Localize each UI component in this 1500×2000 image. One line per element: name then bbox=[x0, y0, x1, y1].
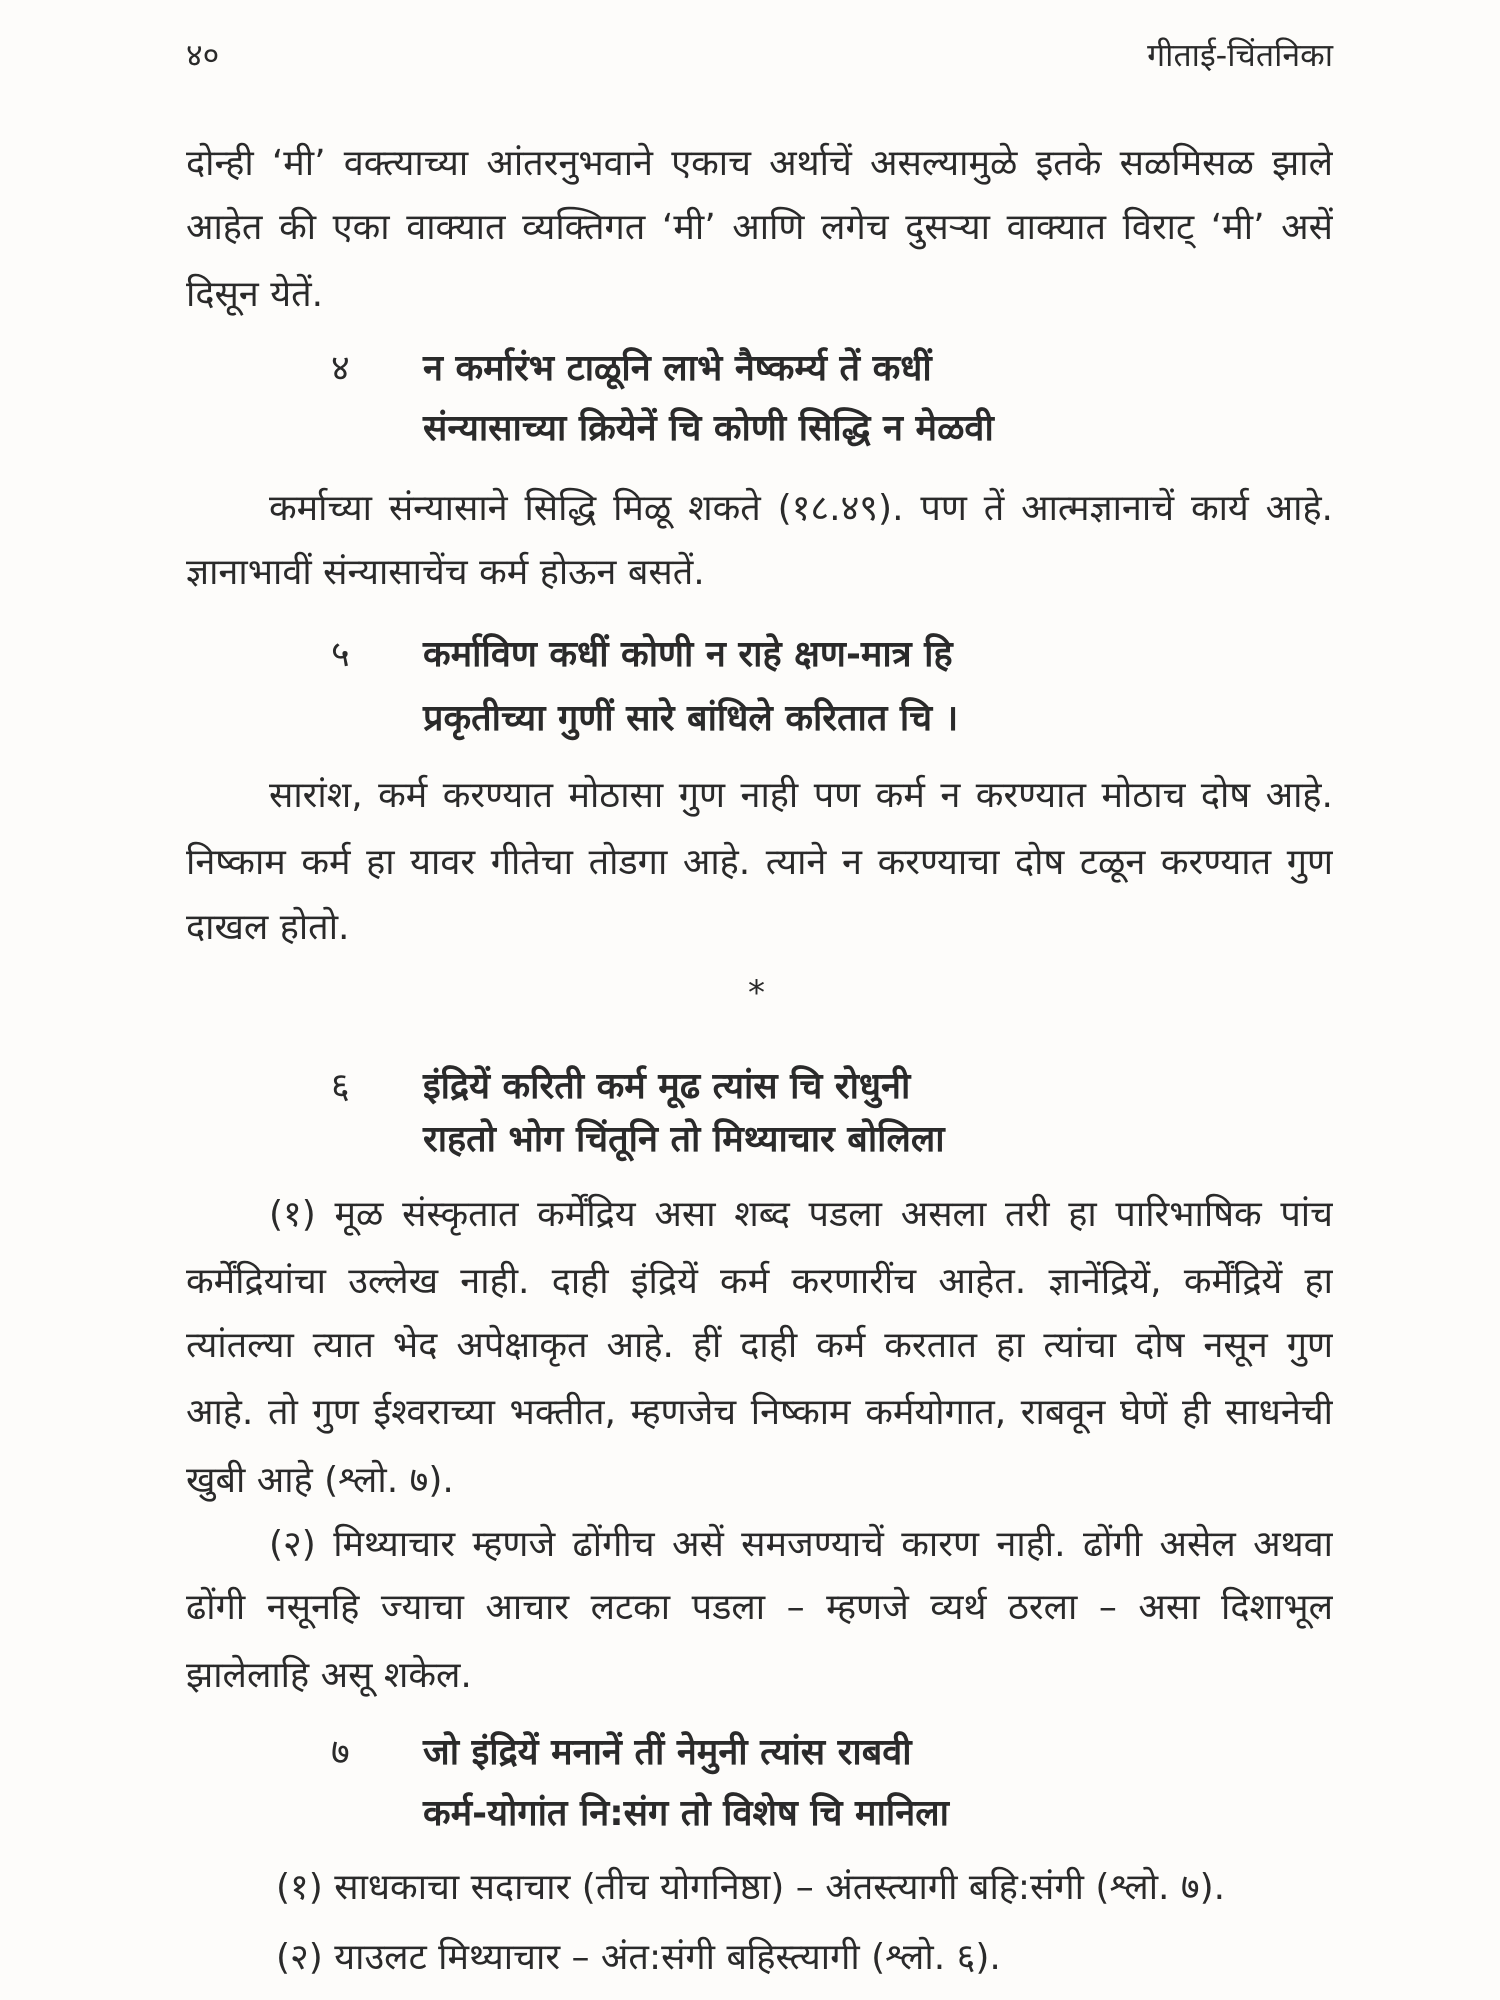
page-number: ४० bbox=[186, 36, 220, 74]
running-title: गीताई-चिंतनिका bbox=[1147, 36, 1333, 74]
section-separator: * bbox=[748, 973, 765, 1013]
